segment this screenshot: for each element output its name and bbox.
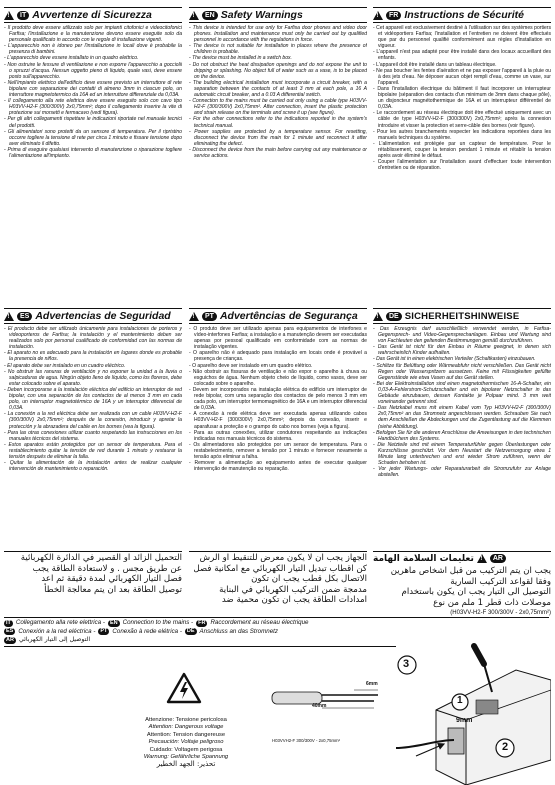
lang-badge-fr: FR	[386, 11, 401, 20]
warning-icon	[373, 11, 383, 20]
list-item: - Il prodotto deve essere utilizzato solo per impianti citofonici e videocitofonici Farfisa; l'installazione e la manutenzione devono essere eseguite solo da personale qualificato in accordo con le regole di installazione vigenti.	[4, 25, 182, 43]
attention-line: Warnung: Gefährliche Spannung	[143, 754, 229, 761]
lang-badge: ES	[6, 628, 14, 635]
list-item: - Do not obstruct the heat dissipation openings and do not expose the unit to dripping or splashing. No object full of water such as a vase, is to be placed on the device.	[189, 62, 367, 80]
list-item: - Ne pas boucher les fentes d'aération et ne pas exposer l'appareil à la pluie ou à des jets d'eau. Ne déposer aucun objet rempli d'eau, comme un vase, sur l'appareil.	[373, 68, 551, 86]
list-item: - Befolgen Sie für die anderen Anschlüsse die Anweisungen in den technischen Handbüchern des Systems.	[373, 430, 551, 442]
attention-line: Attenzione: Tensione pericolosa	[145, 717, 227, 723]
section-fr-title: Instructions de Sécurité	[404, 9, 524, 21]
attention-line: Cuidado: Voltagem perigosa	[149, 746, 223, 753]
list-item: - Dans l'installation électrique du bâtiment il faut incorporer un interrupteur bipolaire (séparation des contacts d'un minimum de 3mm dans chaque pôle), un disjoncteur magnétothermique de 16A et un interrupteur différentiel de 0,03A.	[373, 86, 551, 110]
list-item: - Vor jeder Wartungs- oder Reparaturarbeit die Stromzufuhr zur Anlage abstellen.	[373, 466, 551, 478]
ar-line: فصل التيار الكهربائي لمدة دقيقة ثم اعد	[41, 574, 182, 584]
section-de-title: SICHERHEITSHINWEISE	[404, 310, 520, 322]
ar-line: التحميل الزائد او القصير في الدائرة الكهربائية	[20, 553, 182, 563]
list-item: - The building electrical installation must incorporate a circuit breaker, with a separation between the contacts of at least 3 mm at each pole, a 16 A automatic circuit breaker, and a 0.03 A differential switch.	[189, 80, 367, 98]
lang-badge-de: DE	[386, 312, 402, 321]
section-de	[373, 308, 551, 545]
list-item: - Não obstruir as fissuras de ventilação e não expor o aparelho à chuva ou esguichos de água. Nenhum objeto cheio de líquido, como vasos, deve ser colocado sobre o aparelho.	[189, 369, 367, 387]
section-fr-header	[373, 7, 551, 23]
section-en	[189, 7, 367, 357]
section-es-title: Advertencias de Seguridad	[35, 310, 171, 322]
dim-40mm-label: 40mm	[312, 703, 327, 709]
list-item: - Deben incorporarse a la instalación eléctrica del edificio un interruptor de red bipolar, con una separación de los contactos de al menos 3 mm en cada polo, un interruptor magnetotérmico de 16A y un interruptor diferencial de 0,03A.	[4, 387, 182, 411]
list-item: - The device must be installed in a switch box.	[189, 55, 367, 61]
lang-badge-pt: PT	[202, 312, 217, 321]
warning-icon	[4, 312, 14, 321]
lang-badge: PT	[100, 628, 108, 635]
warning-icon	[477, 554, 487, 563]
section-ar-title: تعليمات السلامة الهامة	[373, 553, 474, 564]
lang-badge: FR	[198, 619, 206, 626]
lang-badge: EN	[109, 619, 118, 626]
ar-line: يجب ان يتم التركيب من قبل اشخاص ماهرين	[390, 566, 551, 576]
connection-row	[4, 619, 549, 628]
list-item: - Schlitze für Belüftung oder Wärmeabfuhr nicht verschließen. Das Gerät nicht Regen oder Wasserspritzern aussetzen. Keine mit Flüssigkeiten gefüllte Gegenstände wie etwa Vasen auf das Gerät stellen.	[373, 363, 551, 381]
list-item: - Remover a alimentação ao equipamento antes de executar qualquer intervenção de manutenção ou reparação.	[189, 460, 367, 472]
section-ar-col2	[189, 551, 367, 606]
lang-badge: AR	[6, 636, 14, 643]
list-item: - El producto debe ser utilizado únicamente para instalaciones de porteros y videoporteros de Farfisa; la instalación y el mantenimiento deben ser realizados solo por personal cualificado de conformidad con las normas de instalación.	[4, 326, 182, 350]
section-en-list	[189, 25, 367, 159]
section-ar-header	[373, 551, 551, 565]
section-pt-list	[189, 326, 367, 472]
lang-badge-en: EN	[202, 11, 218, 20]
list-item: - O aparelho deve ser instalado em um quadro elétrico.	[189, 363, 367, 369]
section-ar-col1	[4, 551, 182, 595]
list-item: - Connection to the mains must be carried out only using a cable type H03VV-H2-F (300/300V) 2x0,75mm². After connection, insert the plastic protection and strain release on the terminals and screw it up (see figure).	[189, 98, 367, 116]
section-es	[4, 308, 182, 545]
section-ar-col3	[373, 566, 551, 619]
ar-line: مدمجة ضمن التركيب الكهربائي في البناية	[219, 584, 367, 595]
list-item: - Pour les autres branchements respecter les indications reportées dans les manuels techniques du système.	[373, 129, 551, 141]
dim-6mm-label: 6mm	[366, 681, 378, 687]
connection-text: التوصيل إلى التيار الكهربائي	[18, 636, 91, 644]
connection-text: Raccordement au réseau électrique	[210, 619, 309, 626]
section-es-header	[4, 308, 182, 324]
list-item: - Bei der Elektroinstallation sind einen magnetothermischen 16-A-Schalter, ein 0,03-A-Fehlerstrom-Schutzschalter und ein bipolarer Netzschalter in das Gebäude einzubauen, dessen Kontakte je Polpaar mind. 3 mm weit voneinander getrennt sind.	[373, 381, 551, 405]
attention-line: Attention: Tension dangereuse	[146, 731, 226, 738]
section-es-list	[4, 326, 182, 472]
list-item: - No obstruir las ranuras de ventilación y no exponer la unidad a la lluvia o salpicaduras de agua. Ningún objeto lleno de líquido, como los floreros, debe estar colocado sobre el aparato.	[4, 369, 182, 387]
attention-line: Attention: Dangerous voltage	[148, 724, 224, 731]
list-item: - Per gli altri collegamenti rispettare le indicazioni riportate nel manuale tecnici del prodotti.	[4, 116, 182, 128]
step-2-label: 2	[502, 741, 509, 753]
list-item: - La conexión a la red eléctrica debe ser realizada con un cable H03VV-H2-F (300/300V) 2x0,75mm²; después de la conexión, introducir y apretar la protección y la abrazadera del cable en los bornes (vea la figura).	[4, 411, 182, 429]
connection-text: Connection to the mains -	[122, 619, 194, 626]
list-item: - Devem ser incorporados na instalação elétrica do edifício um interruptor de rede bipolar, com uma separação dos contactos de pelo menos 3 mm em cada polo, um interruptor termomagnético de 16A e um interruptor diferencial de 0,03A.	[189, 387, 367, 411]
ar-line: توصيل الطاقة بعد ان يتم معالجة الخطأ	[44, 584, 182, 595]
list-item: - The device is not suitable for installation in places where the presence of children is probable.	[189, 43, 367, 55]
section-it-title: Avvertenze di Sicurezza	[32, 9, 152, 21]
lang-badge-it: IT	[17, 11, 29, 20]
warning-icon	[4, 11, 14, 20]
connection-row	[4, 628, 549, 637]
lang-badge-ar: AR	[490, 554, 506, 563]
list-item: - Estos aparatos están protegidos por un sensor de temperatura. Para el restablecimiento quitar la tensión de red durante 1 minuto y restaurar la tensión después de eliminar la falla.	[4, 442, 182, 460]
section-en-title: Safety Warnings	[220, 9, 303, 21]
list-item: - Das Netzkabel muss mit einem Kabel vom Typ H03VV-H2-F (300/300V) 2x0,75mm² an das Stromnetz angeschlossen werden. Schrauben Sie nach dem Anschließen die Abdeckungen und die Zugentlastung auf die Klemmen (siehe Abbildung).	[373, 405, 551, 429]
ar-line: وفقا لقواعد التركيب السارية	[450, 576, 551, 587]
section-fr-list	[373, 25, 551, 171]
section-de-list	[373, 326, 551, 478]
list-item: - Quitar la alimentación de la instalación antes de realizar cualquier intervención de mantenimiento o reparación.	[4, 460, 182, 472]
ar-line: الجهاز يجب ان لا يكون معرض للتنقيط او الرش	[199, 553, 367, 563]
section-en-header	[189, 7, 367, 23]
warning-icon	[373, 312, 383, 321]
ar-line: امدادات الطاقة يجب ان تكون محمية ضد	[221, 595, 367, 605]
lang-badge-es: ES	[17, 312, 32, 321]
connection-text: Conexão à rede elétrica -	[112, 627, 182, 635]
list-item: - L'appareil n'est pas adapté pour être installé dans des locaux accueillant des enfants.	[373, 49, 551, 61]
attention-line: Precaución: Voltaje peligroso	[148, 739, 224, 746]
section-pt-header	[189, 308, 367, 324]
section-fr	[373, 7, 551, 357]
list-item: - Couper l'alimentation sur l'installation avant d'effectuer toute intervention d'entretien ou de réparation.	[373, 159, 551, 171]
ar-line: التوصيل الى التيار يجب ان يكون باستخدام	[401, 587, 551, 597]
list-item: - Para las otras conexiones utilizar cuanto respetando las instrucciones en los manuales técnicos del sistema.	[4, 430, 182, 442]
list-item: - Os alimentadores são protegidos por um sensor de temperatura. Para o restabelecimento, remover a tensão por 1 minuto e fornecer novamente a tensão após eliminar a falha.	[189, 442, 367, 460]
cable-type-label: H03VVH2-F 300/300V - 2x0,75mm²	[272, 738, 341, 743]
section-de-header	[373, 308, 551, 324]
connection-text: Anschluss an das Stromnetz	[199, 627, 278, 635]
section-pt-title: Advertências de Segurança	[219, 310, 358, 322]
warning-icon	[189, 11, 199, 20]
section-it	[4, 7, 182, 357]
list-item: - O produto deve ser utilizado apenas para equipamentos de interfones e vídeo-interfones Farfisa; a instalação e a manutenção devem ser executadas apenas por pessoal qualificado em conformidade com as normas de instalação vigentes.	[189, 326, 367, 350]
ar-line: عن طريق مجس . و لاستعادة الطاقة يجب	[32, 563, 182, 574]
list-item: - L'apparecchio non è idoneo per l'installazione in locali dove è probabile la presenza di bambini.	[4, 43, 182, 55]
list-item: - Das Erzeugnis darf ausschließlich verwendet werden, in Farfisa-Gegensprech- und Video-Gegensprechanlagen. Einbau und Wartung sind von Fachleuten den geltenden Bestimmungen gemäß durchzuführen.	[373, 326, 551, 344]
list-item: - Il collegamento alla rete elettrica deve essere eseguito solo con cavo tipo H03VV-H2-F (300/300V) 2x0,75mm²; dopo il collegamento inserire la vite di protezione sui morsetti e fermacavo (vedi figura).	[4, 98, 182, 116]
list-item: - Para as outras conexões, utilizar condutores respeitando as indicações indicadas nos manuais técnicos do sistema.	[189, 430, 367, 442]
section-pt	[189, 308, 367, 545]
list-item: - L'apparecchio deve essere installato in un quadro elettrico.	[4, 55, 182, 61]
attention-line-ar: تحذير: الجهد الخطير	[156, 760, 216, 769]
list-item: - Disconnect the device from the main before carrying out any maintenance or service actions.	[189, 147, 367, 159]
list-item: - L'appareil doit être installé dans un tableau électrique.	[373, 62, 551, 68]
step-1-label: 1	[457, 695, 463, 706]
high-voltage-icon	[166, 672, 202, 704]
warning-icon	[189, 312, 199, 321]
attention-block	[106, 717, 266, 769]
list-item: - Gli alimentatori sono protetti da un sensore di temperatura. Per il ripristino occorre togliere la tensione di rete per circa 1 minuto e fissare tensione dopo aver eliminato il difetto.	[4, 129, 182, 147]
list-item: - Das Gerät ist in einen elektrischen Verteiler (Schaltkasten) einzubauen.	[373, 356, 551, 362]
list-item: - El aparato no es adecuado para la instalación en lugares donde es probable la presencia de niños.	[4, 350, 182, 362]
device-install-illustration	[396, 640, 551, 785]
list-item: - Nell'impianto elettrico dell'edificio deve essere previsto un interruttore di rete bipolare con separazione dei contatti di almeno 3mm in ciascun polo, un interruttore magnetotermico da 16A ed un interruttore differenziale da 0,03A.	[4, 80, 182, 98]
list-item: - A conexão à rede elétrica deve ser executada apenas utilizando cabos H03VV-H2-F (300/300V) 2x0,75mm²; depois da conexão, inserir e aparafusar a proteção e o grampo do cabo nos bornes (veja a figura).	[189, 411, 367, 429]
list-item: - Power supplies are protected by a temperature sensor. For resetting, disconnect the device from the main for 1 minute and reconnect it after eliminating the defect.	[189, 129, 367, 147]
list-item: - El aparato debe ser instalado en un cuadro eléctrico.	[4, 363, 182, 369]
list-item: - Das Gerät ist nicht für den Einbau in Räume geeignet, in denen sich wahrscheinlich Kinder aufhalten.	[373, 344, 551, 356]
cable-strip-diagram	[270, 670, 390, 730]
section-it-list	[4, 25, 182, 159]
ar-line: (H03VV-H2-F 300/300V - 2x0,75mm²)	[450, 610, 551, 616]
list-item: - This device is intended for use only for Farfisa door phones and video door phones. Installation and maintenance must only be carried out by qualified personnel in accordance with the regulations in force.	[189, 25, 367, 43]
list-item: - For the other connections refer to the indications reported in the system's technical manual.	[189, 116, 367, 128]
list-item: - L'alimentation est protégée par un capteur de température. Pour le rétablissement, couper la tension pendant 1 minute et rétablir la tension après avoir éliminé le défaut.	[373, 141, 551, 159]
connection-text: Conexión a la red eléctrica -	[18, 627, 96, 635]
list-item: - Non ostruire le fessure di ventilazione e non esporre l'apparecchio a gocciolii o spruzzi d'acqua. Nessun oggetto pieno di liquido, quale vasi, deve essere posto sull'apparecchio.	[4, 62, 182, 80]
ar-line: موصلات ذات قطر 1 ملم من نوع	[433, 597, 551, 608]
section-it-header	[4, 7, 182, 23]
list-item: - Le raccordement au réseau électrique doit être effectué uniquement avec un câble de type H03VV-H2-F (300/300V) 2x0,75mm²; après la connexion introduire et visser la protection et serre-câble des bornes (voir figure).	[373, 110, 551, 128]
list-item: - Cet appareil est exclusivement destiné à l'utilisation sur des systèmes portiers et vidéoportiers Farfisa; l'installation et l'entretien ne doivent être effectués que par du personnel qualifié conformément aux règles d'installation en vigueur.	[373, 25, 551, 49]
list-item: - Die Netzteile sind mit einem Temperaturfühler gegen Überlastungen oder Kurzschlüsse geschützt. Vor dem Neustart die Netzversorgung etwa 1 Minute lang unterbrechen und erst wieder Strom zuführen, wenn der Schaden behoben ist.	[373, 442, 551, 466]
list-item: - Prima di eseguire qualsiasi intervento di manutenzione o riparazione togliere l'alimentazione all'impianto.	[4, 147, 182, 159]
ar-line: كن اقطاب تبديل التيار الكهربائي مع امكانية فصل الاتصال بكل قطب يجب ان تكون	[193, 563, 367, 584]
dim-9mm-label: 9mm	[456, 717, 473, 724]
connection-text: Collegamento alla rete elettrica -	[15, 619, 105, 626]
step-3-label: 3	[403, 658, 410, 670]
list-item: - O aparelho não é adequado para instalação em locais onde é provável a presença de crianças.	[189, 350, 367, 362]
lang-badge: DE	[186, 628, 195, 635]
lang-badge: IT	[6, 619, 11, 626]
